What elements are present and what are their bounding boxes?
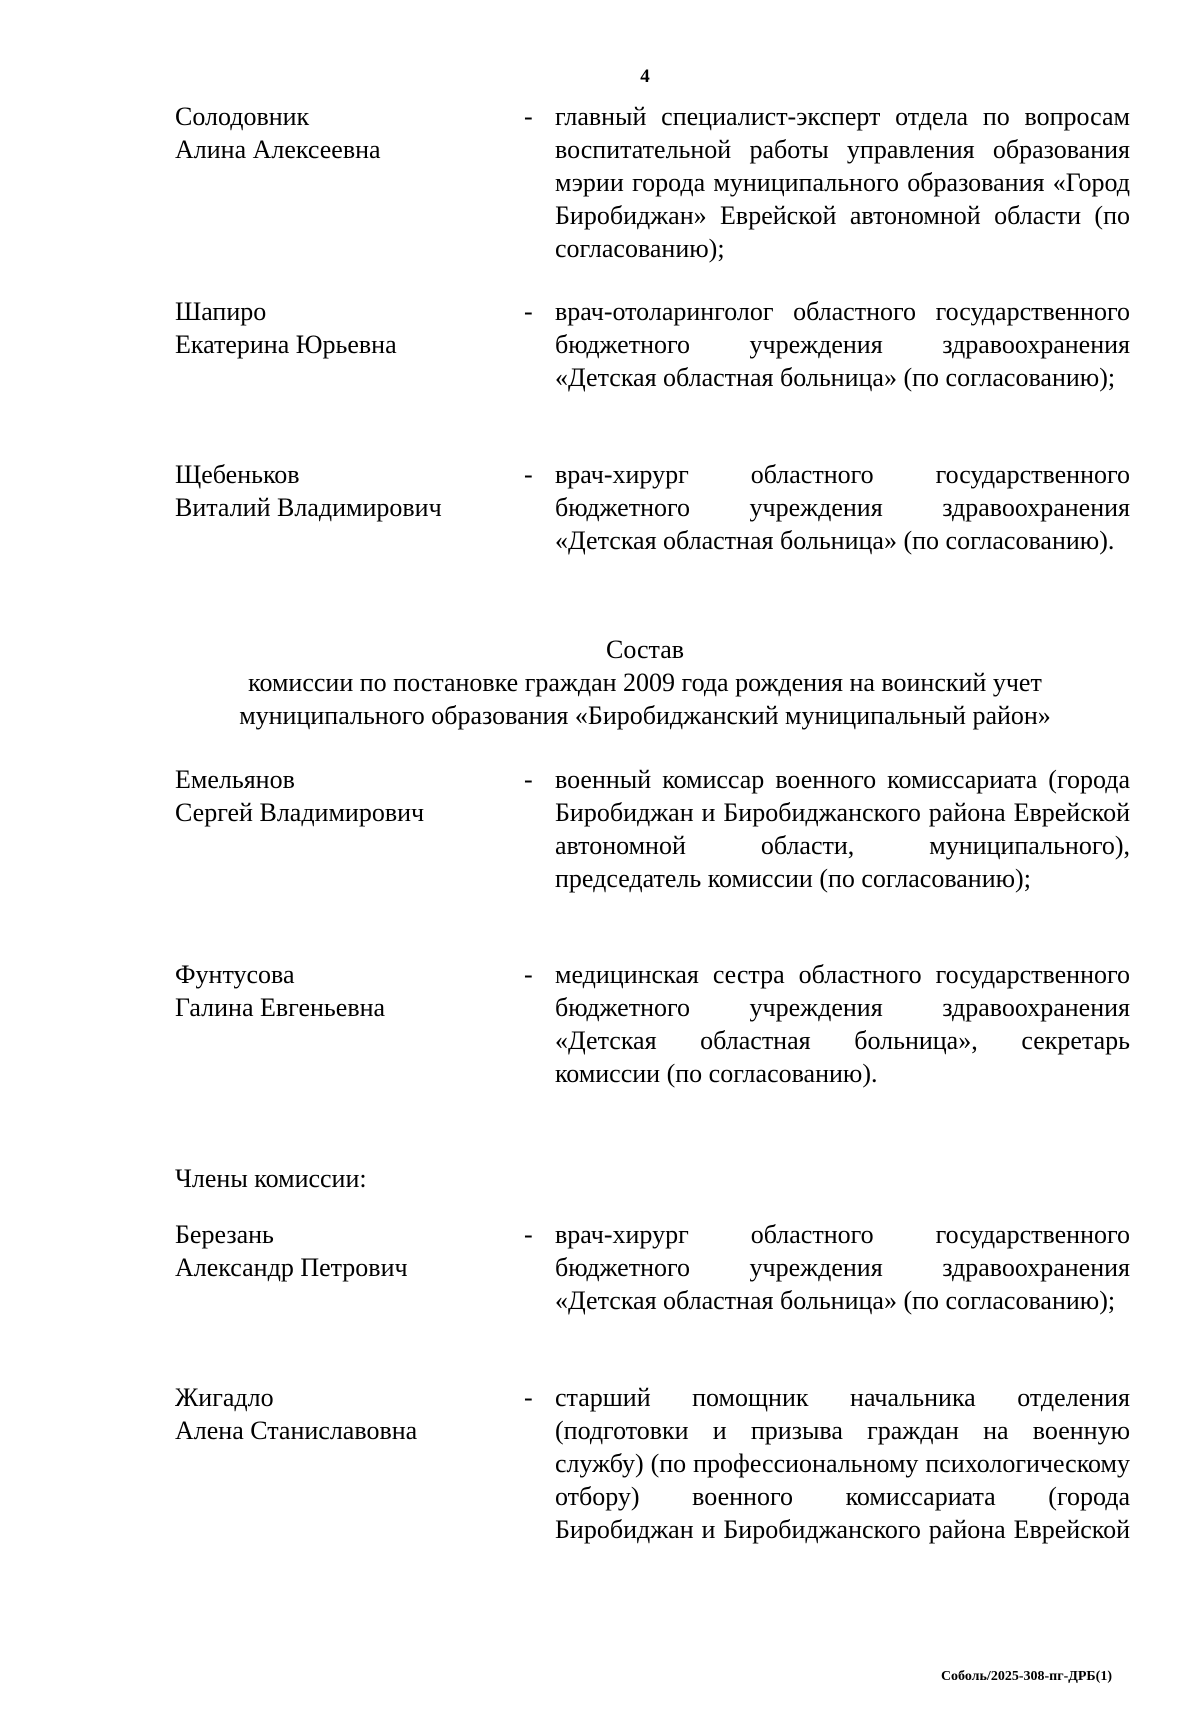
person-position: медицинская сестра областного государственного бюджетного учреждения здравоохранения «Детская областная больница», секретарь комиссии (по согласованию). (555, 960, 1130, 1088)
members-label: Члены комиссии: (175, 1164, 367, 1193)
person-surname: Жигадло (175, 1383, 274, 1412)
person-surname: Фунтусова (175, 960, 295, 989)
person-surname: Солодовник (175, 102, 310, 131)
entry-dash: - (524, 960, 533, 989)
heading-subtitle-line1: комиссии по постановке граждан 2009 года рождения на воинский учет (248, 668, 1042, 697)
entry-dash: - (524, 765, 533, 794)
person-name (175, 763, 515, 829)
person-name (175, 100, 515, 166)
entry-dash: - (524, 1383, 533, 1412)
heading-subtitle-line2: муниципального образования «Биробиджанский муниципальный район» (239, 701, 1051, 730)
person-given-names: Виталий Владимирович (175, 493, 442, 522)
entry-dash: - (524, 1220, 533, 1249)
person-name (175, 458, 515, 524)
person-name (175, 958, 515, 1024)
person-surname: Шапиро (175, 297, 267, 326)
person-position: врач-отоларинголог областного государственного бюджетного учреждения здравоохранения «Детская областная больница» (по согласованию); (555, 297, 1130, 392)
person-name (175, 1218, 515, 1284)
person-position: главный специалист-эксперт отдела по вопросам воспитательной работы управления образования мэрии города муниципального образования «Город Биробиджан» Еврейской автономной области (по согласованию); (555, 102, 1130, 263)
section-heading (130, 633, 1160, 732)
page-number: 4 (640, 66, 650, 87)
person-name (175, 295, 515, 361)
person-surname: Березань (175, 1220, 274, 1249)
entry-dash: - (524, 460, 533, 489)
person-given-names: Галина Евгеньевна (175, 993, 386, 1022)
document-code: Соболь/2025-308-пг-ДРБ(1) (940, 1669, 1112, 1684)
person-position: старший помощник начальника отделения (подготовки и призыва граждан на военную службу) (по профессиональному психологическому отбору) военного комиссариата (города Биробиджан и Биробиджанского района Еврейской (555, 1383, 1130, 1544)
person-surname: Емельянов (175, 765, 295, 794)
person-position: врач-хирург областного государственного бюджетного учреждения здравоохранения «Детская областная больница» (по согласованию); (555, 1220, 1130, 1315)
entry-dash: - (524, 297, 533, 326)
person-surname: Щебеньков (175, 460, 300, 489)
person-given-names: Алена Станиславовна (175, 1416, 418, 1445)
person-given-names: Сергей Владимирович (175, 798, 425, 827)
entry-dash: - (524, 102, 533, 131)
person-given-names: Екатерина Юрьевна (175, 330, 397, 359)
heading-title: Состав (605, 635, 685, 664)
person-name (175, 1381, 515, 1447)
person-given-names: Александр Петрович (175, 1253, 408, 1282)
person-position: военный комиссар военного комиссариата (города Биробиджан и Биробиджанского района Еврейской автономной области, муниципального), председатель комиссии (по согласованию); (555, 765, 1130, 893)
person-given-names: Алина Алексеевна (175, 135, 381, 164)
person-position: врач-хирург областного государственного бюджетного учреждения здравоохранения «Детская областная больница» (по согласованию). (555, 460, 1130, 555)
